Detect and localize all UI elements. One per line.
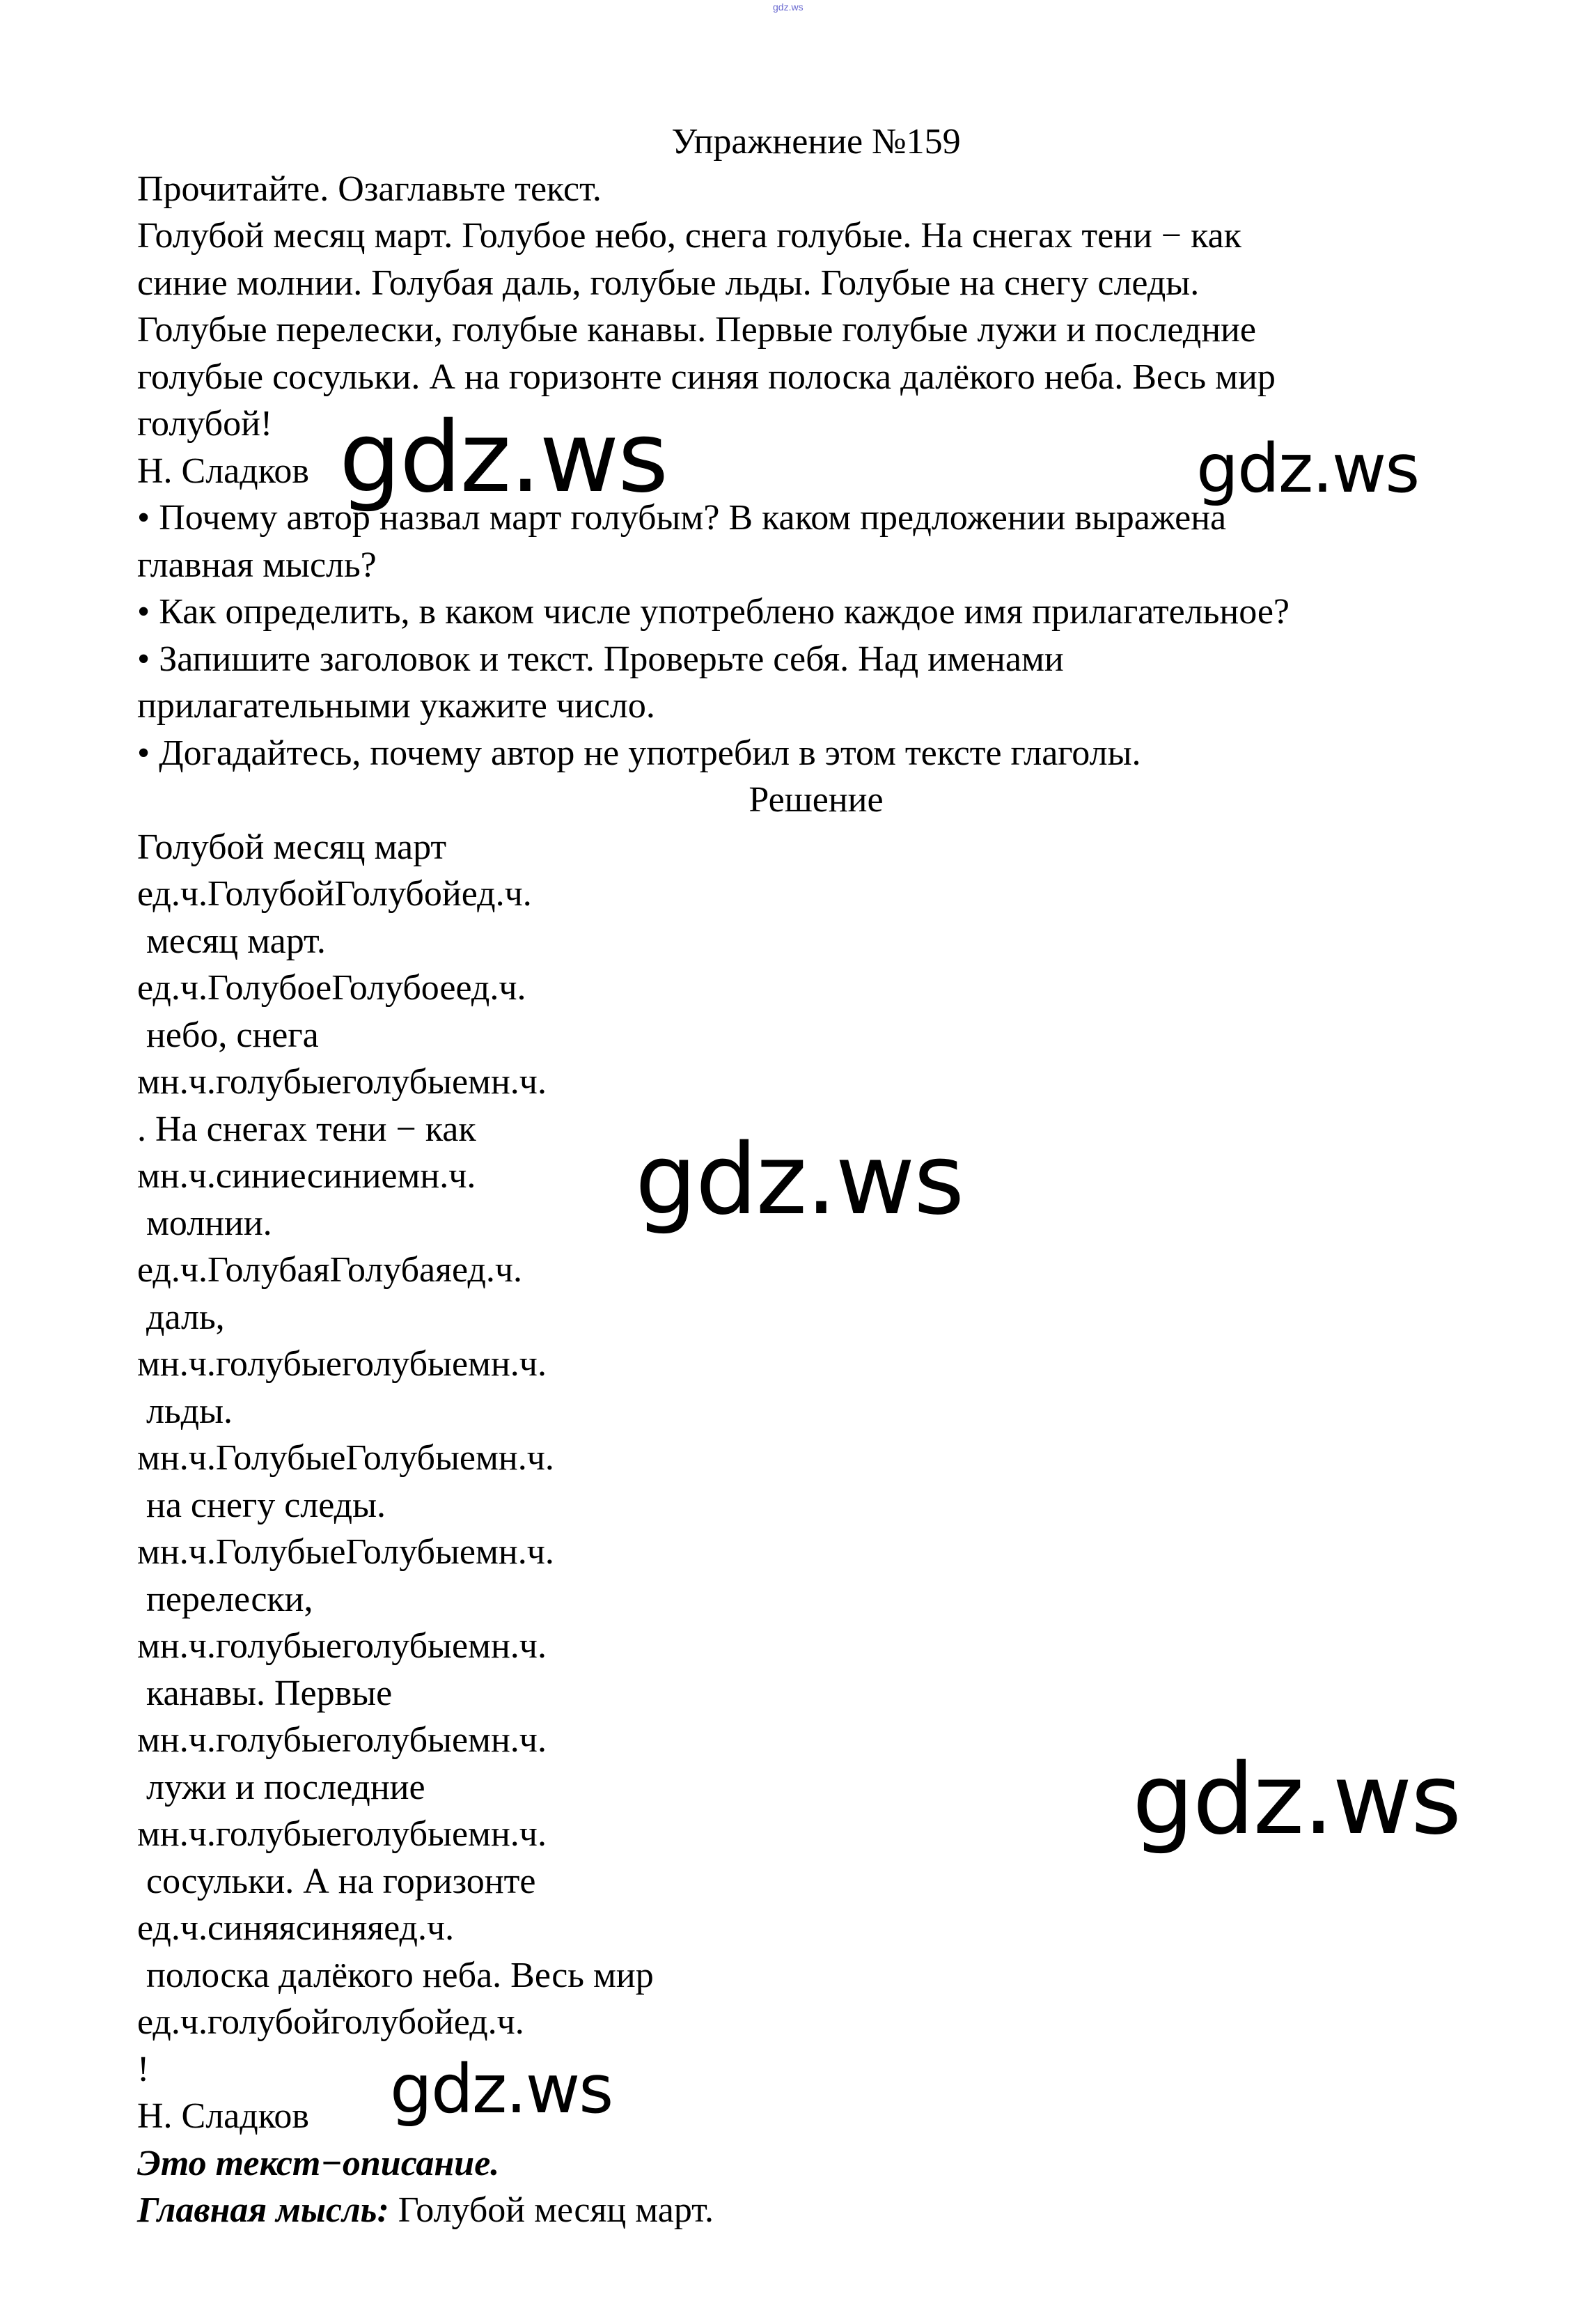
top-watermark-text: gdz.ws bbox=[773, 1, 804, 13]
solution-line: ед.ч.синяясиняяед.ч. bbox=[137, 1908, 455, 1948]
solution-line: льды. bbox=[137, 1391, 233, 1431]
task-line: голубые сосульки. А на горизонте синяя полоска далёкого неба. Весь мир bbox=[137, 357, 1276, 397]
solution-line: мн.ч.ГолубыеГолубыемн.ч. bbox=[137, 1532, 554, 1572]
task-line: • Почему автор назвал март голубым? В каком предложении выражена bbox=[137, 498, 1227, 538]
task-line: синие молнии. Голубая даль, голубые льды. Голубые на снегу следы. bbox=[137, 263, 1200, 303]
main-idea-value: Голубой месяц март. bbox=[389, 2190, 714, 2230]
solution-heading: Решение bbox=[749, 780, 884, 820]
task-line: голубой! bbox=[137, 404, 273, 444]
solution-line: мн.ч.голубыеголубыемн.ч. bbox=[137, 1626, 547, 1666]
watermark-logo: gdz.ws bbox=[390, 2050, 613, 2128]
solution-line: ед.ч.ГолубоеГолубоеед.ч. bbox=[137, 968, 526, 1008]
main-idea-label: Главная мысль: bbox=[137, 2190, 389, 2230]
task-line: Прочитайте. Озаглавьте текст. bbox=[137, 169, 602, 209]
watermark-logo: gdz.ws bbox=[339, 401, 668, 515]
text-type-statement: Это текст−описание. bbox=[137, 2143, 500, 2183]
task-line: Голубой месяц март. Голубое небо, снега голубые. На снегах тени − как bbox=[137, 216, 1241, 256]
main-idea-line bbox=[137, 2187, 1495, 2234]
solution-line: . На снегах тени − как bbox=[137, 1109, 476, 1149]
solution-line: лужи и последние bbox=[137, 1767, 425, 1807]
solution-line: полоска далёкого неба. Весь мир bbox=[137, 1955, 654, 1995]
task-line: прилагательными укажите число. bbox=[137, 686, 655, 726]
task-line: • Запишите заголовок и текст. Проверьте себя. Над именами bbox=[137, 639, 1064, 679]
task-line: главная мысль? bbox=[137, 545, 377, 585]
solution-line: ! bbox=[137, 2049, 150, 2089]
watermark-logo: gdz.ws bbox=[1132, 1743, 1461, 1857]
solution-line: канавы. Первые bbox=[137, 1673, 393, 1713]
solution-line: Н. Сладков bbox=[137, 2096, 309, 2136]
solution-line: ед.ч.ГолубойГолубойед.ч. bbox=[137, 874, 532, 914]
solution-line: молнии. bbox=[137, 1203, 272, 1243]
solution-line: на снегу следы. bbox=[137, 1485, 386, 1525]
solution-line: ед.ч.голубойголубойед.ч. bbox=[137, 2002, 524, 2042]
solution-line: мн.ч.голубыеголубыемн.ч. bbox=[137, 1814, 547, 1854]
task-line: • Как определить, в каком числе употреблено каждое имя прилагательное? bbox=[137, 592, 1290, 632]
solution-line: перелески, bbox=[137, 1579, 313, 1619]
exercise-title: Упражнение №159 bbox=[671, 122, 961, 162]
task-line: • Догадайтесь, почему автор не употребил в этом тексте глаголы. bbox=[137, 733, 1141, 773]
task-line: Н. Сладков bbox=[137, 451, 309, 491]
solution-line: мн.ч.ГолубыеГолубыемн.ч. bbox=[137, 1438, 554, 1478]
watermark-logo: gdz.ws bbox=[1196, 430, 1419, 508]
solution-line: месяц март. bbox=[137, 921, 326, 961]
solution-line: ед.ч.ГолубаяГолубаяед.ч. bbox=[137, 1250, 523, 1290]
solution-line: мн.ч.голубыеголубыемн.ч. bbox=[137, 1720, 547, 1760]
task-line: Голубые перелески, голубые канавы. Первые голубые лужи и последние bbox=[137, 310, 1256, 350]
solution-line: сосульки. А на горизонте bbox=[137, 1861, 536, 1901]
solution-line: Голубой месяц март bbox=[137, 827, 447, 867]
solution-line: даль, bbox=[137, 1297, 225, 1337]
watermark-logo: gdz.ws bbox=[635, 1123, 964, 1237]
solution-line: мн.ч.синиесиниемн.ч. bbox=[137, 1156, 476, 1196]
solution-line: небо, снега bbox=[137, 1015, 319, 1055]
solution-block bbox=[137, 824, 1495, 2140]
solution-line: мн.ч.голубыеголубыемн.ч. bbox=[137, 1344, 547, 1384]
solution-line: мн.ч.голубыеголубыемн.ч. bbox=[137, 1062, 547, 1102]
